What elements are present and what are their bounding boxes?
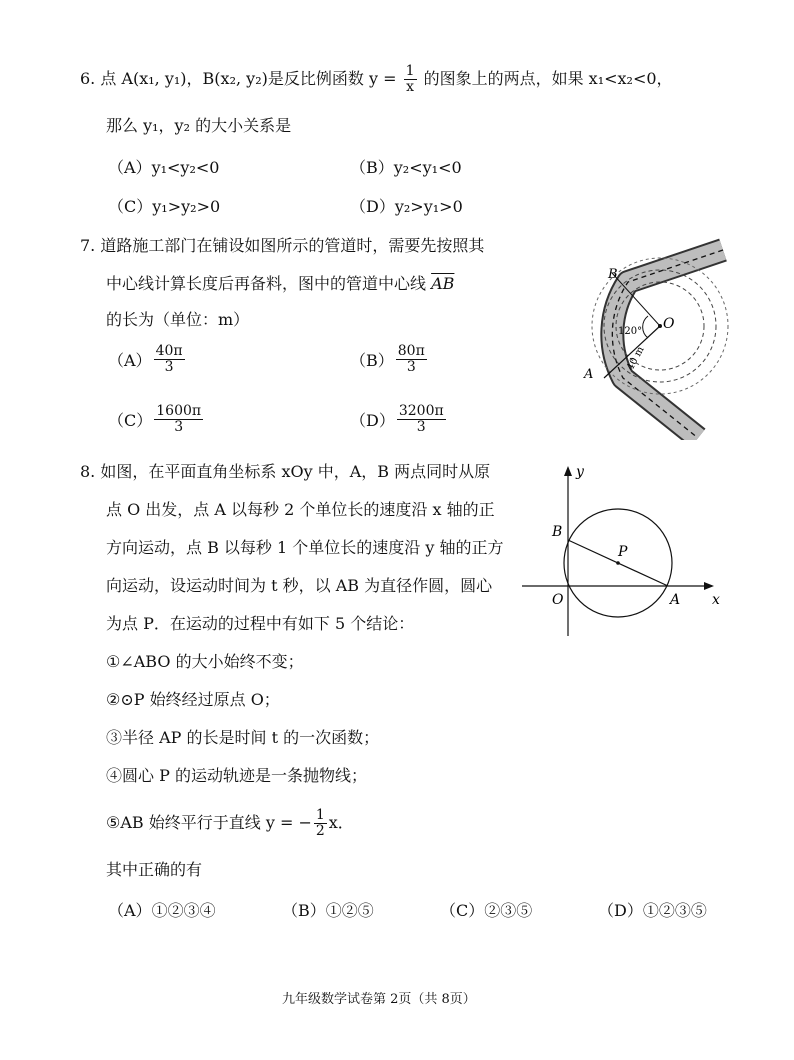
q8-conclusion-2: ②⊙P 始终经过原点 O； <box>106 690 280 709</box>
label-a: A <box>670 592 681 608</box>
x-axis-arrow <box>704 582 714 590</box>
q8-option-a: （A）①②③④ <box>108 901 216 920</box>
q8-option-b: （B）①②⑤ <box>282 901 374 920</box>
q6-stem-a: 点 A(x₁, y₁)，B(x₂, y₂)是反比例函数 y = <box>100 69 397 88</box>
q7-option-d: （D） $\frac{3200\pi}{3}$ <box>350 403 444 435</box>
label-o: O <box>552 592 564 608</box>
q6-option-b: （B）y₂<y₁<0 <box>350 158 462 177</box>
q7-option-b: （B） $\frac{80\pi}{3}$ <box>350 343 425 375</box>
q8-line2: 点 O 出发，点 A 以每秒 2 个单位长的速度沿 x 轴的正 <box>106 500 495 519</box>
q8-conclusion-5: ⑤AB 始终平行于直线 y = − $\frac{1}{2}$ x． <box>106 807 354 839</box>
q8-option-c: （C）②③⑤ <box>440 901 533 920</box>
q7-pipe-figure <box>548 228 760 440</box>
label-y: y <box>576 464 584 480</box>
label-a: A <box>584 367 594 382</box>
q7-line2: 中心线计算长度后再备料，图中的管道中心线 $\overline{AB}$ <box>106 274 455 293</box>
q8-conclusion-4: ④圆心 P 的运动轨迹是一条抛物线； <box>106 766 367 785</box>
label-radius: 40 m <box>624 344 647 373</box>
q7-arc-label: $\overline{AB}$ <box>431 274 455 293</box>
label-p: P <box>618 544 628 560</box>
q8-option-d: （D）①②③⑤ <box>598 901 707 920</box>
q7-line1: 7. 道路施工部门在铺设如图所示的管道时，需要先按照其 <box>80 236 485 255</box>
q8-prompt: 其中正确的有 <box>106 860 203 879</box>
q8-line5: 为点 P．在运动的过程中有如下 5 个结论： <box>106 614 415 633</box>
q7-option-c: （C） $\frac{1600\pi}{3}$ <box>108 403 202 435</box>
q6-stem-line1 <box>80 64 673 95</box>
q8-conclusion-3: ③半径 AP 的长是时间 t 的一次函数； <box>106 728 380 747</box>
center-point <box>658 324 662 328</box>
q6-fraction: $\frac{1}{x}$ <box>405 63 415 95</box>
label-center: O <box>663 316 675 332</box>
y-axis-arrow <box>564 466 572 476</box>
q8-number: 8. <box>80 462 96 481</box>
q8-line4: 向运动，设运动时间为 t 秒，以 AB 为直径作圆，圆心 <box>106 576 493 595</box>
label-x: x <box>712 592 720 608</box>
q8-conclusion-1: ①∠ABO 的大小始终不变； <box>106 652 304 671</box>
q7-line3: 的长为（单位：m） <box>106 310 250 329</box>
page-footer: 九年级数学试卷第 2页（共 8页） <box>282 992 476 1007</box>
q6-stem-b: 的图象上的两点，如果 x₁<x₂<0， <box>423 69 673 88</box>
q6-number: 6. <box>80 69 96 88</box>
angle-arc <box>643 316 648 338</box>
label-b: B <box>552 524 563 540</box>
q6-option-c: （C）y₁>y₂>0 <box>108 197 221 216</box>
q6-option-a: （A）y₁<y₂<0 <box>108 158 220 177</box>
q8-line1: 8. 如图，在平面直角坐标系 xOy 中，A，B 两点同时从原 <box>80 462 491 481</box>
q8-coordinate-figure <box>516 458 730 642</box>
q7-option-a: （A） $\frac{40\pi}{3}$ <box>108 343 183 375</box>
q7-number: 7. <box>80 236 96 255</box>
q6-option-d: （D）y₂>y₁>0 <box>350 197 463 216</box>
label-b: B <box>608 267 618 282</box>
pipe-fill <box>612 250 723 438</box>
q8-line3: 方向运动，点 B 以每秒 1 个单位长的速度沿 y 轴的正方 <box>106 538 504 557</box>
q6-stem-line2: 那么 y₁，y₂ 的大小关系是 <box>106 116 292 135</box>
center-p-dot <box>616 561 620 565</box>
label-angle: 120° <box>618 326 643 337</box>
